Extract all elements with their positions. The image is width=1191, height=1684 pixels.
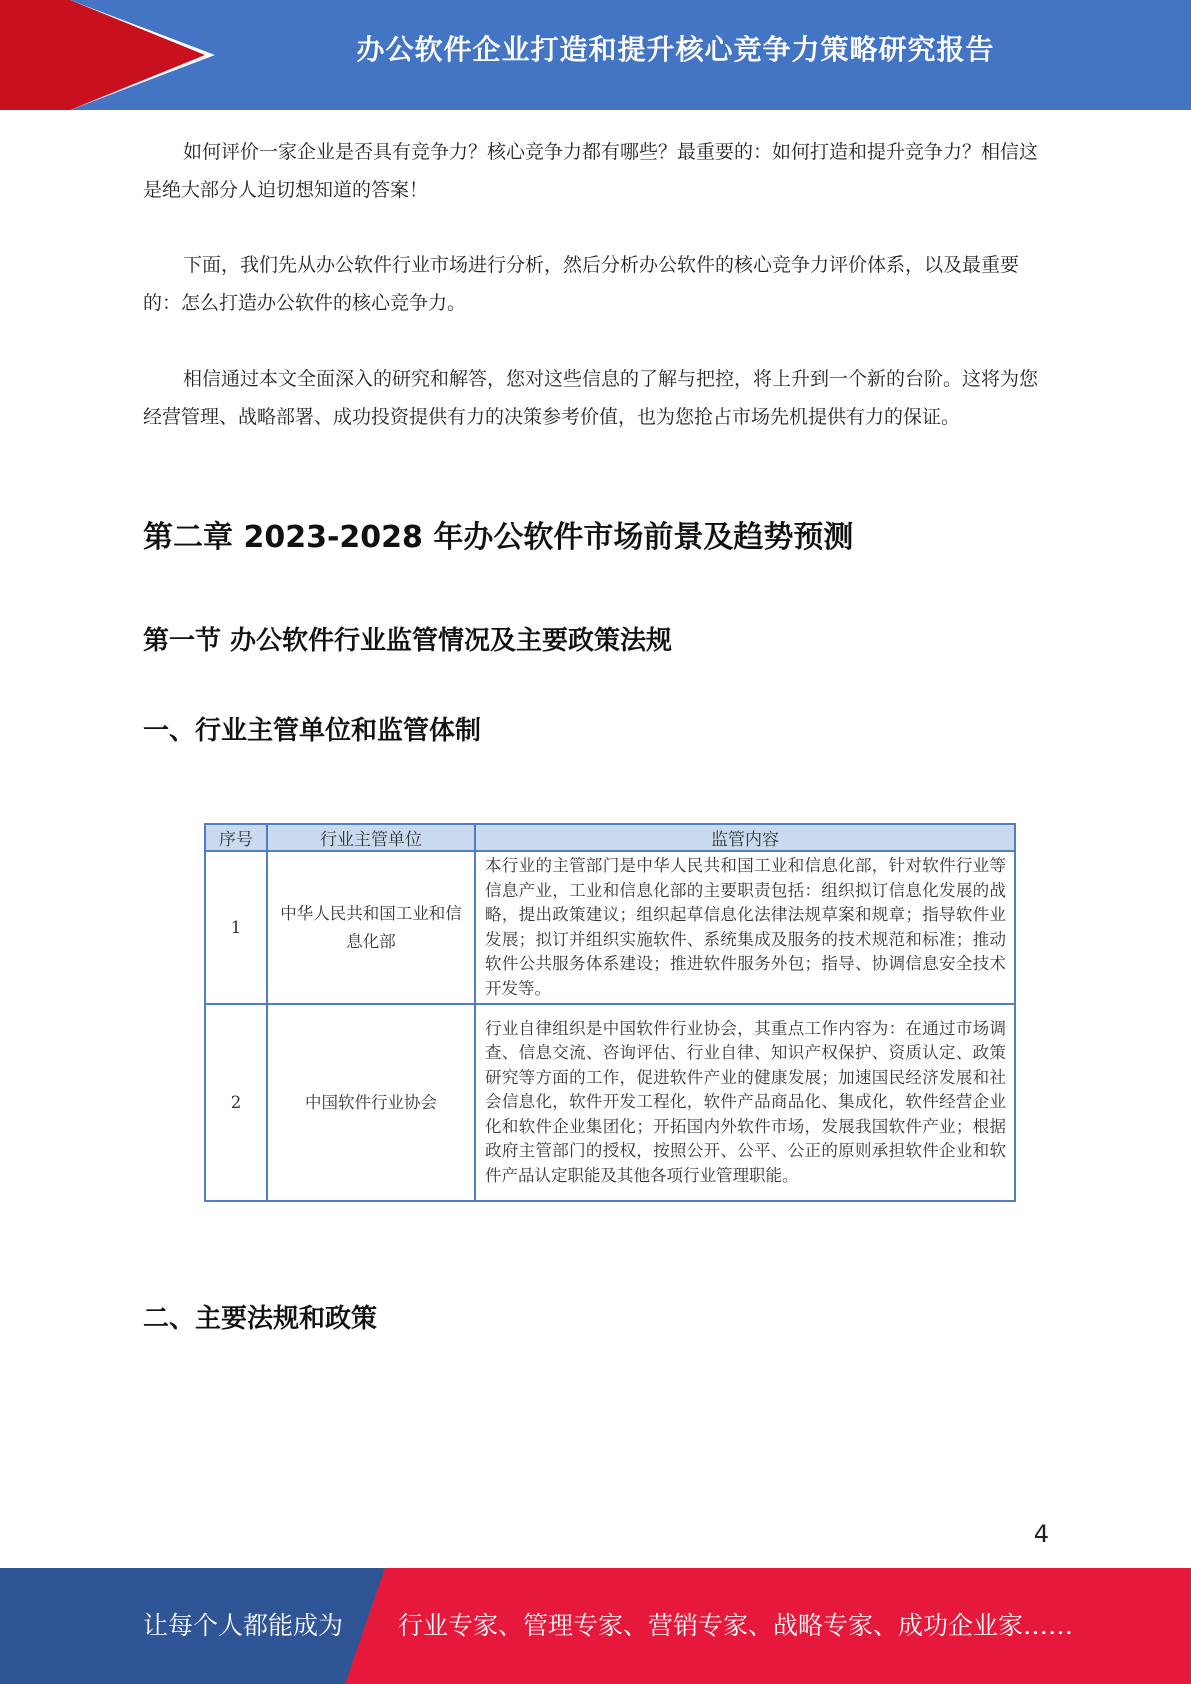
- row-unit: 中国软件行业协会: [267, 1004, 475, 1201]
- header-title: 办公软件企业打造和提升核心竞争力策略研究报告: [356, 33, 995, 66]
- header-banner: [0, 0, 1191, 110]
- chapter-title: 第二章 2023-2028 年办公软件市场前景及趋势预测: [143, 520, 854, 555]
- intro-paragraph-3: [143, 360, 1048, 436]
- table-row: [205, 1004, 1015, 1201]
- table-header-row: [205, 824, 1015, 851]
- header-content: 监管内容: [475, 824, 1015, 851]
- subsection-title-2: 二、主要法规和政策: [143, 1304, 378, 1334]
- header-red-block: [0, 0, 70, 110]
- subsection-title-1: 一、行业主管单位和监管体制: [143, 716, 482, 746]
- regulator-table: [204, 823, 1016, 1202]
- footer-slogan-left: 让每个人都能成为: [143, 1611, 344, 1640]
- intro-paragraph-2: [143, 246, 1048, 322]
- footer-banner: [0, 1568, 1191, 1684]
- intro-text-2: 下面，我们先从办公软件行业市场进行分析，然后分析办公软件的核心竞争力评价体系，以及最重要的：怎么打造办公软件的核心竞争力。: [143, 254, 1020, 314]
- row-content: 行业自律组织是中国软件行业协会，其重点工作内容为：在通过市场调查、信息交流、咨询评估、行业自律、知识产权保护、资质认定、政策研究等方面的工作，促进软件产业的健康发展；加速国民经济发展和社会信息化，软件开发工程化，软件产品商品化、集成化，软件经营企业化和软件企业集团化；开拓国内外软件市场，发展我国软件产业；根据政府主管部门的授权，按照公开、公平、公正的原则承担软件企业和软件产品认定职能及其他各项行业管理职能。: [475, 1004, 1015, 1201]
- header-red-chevron: [70, 0, 205, 110]
- row-num: 2: [205, 1004, 267, 1201]
- intro-text-3: 相信通过本文全面深入的研究和解答，您对这些信息的了解与把控，将上升到一个新的台阶。这将为您经营管理、战略部署、成功投资提供有力的决策参考价值，也为您抢占市场先机提供有力的保证。: [143, 368, 1039, 428]
- row-num: 1: [205, 851, 267, 1004]
- footer-blue-slant: [345, 1568, 385, 1684]
- header-unit: 行业主管单位: [267, 824, 475, 851]
- table-row: [205, 851, 1015, 1004]
- footer-slogan-right: 行业专家、管理专家、营销专家、战略专家、成功企业家……: [398, 1611, 1074, 1640]
- intro-text-1: 如何评价一家企业是否具有竞争力？核心竞争力都有哪些？最重要的：如何打造和提升竞争力？相信这是绝大部分人迫切想知道的答案！: [143, 141, 1039, 201]
- row-content: 本行业的主管部门是中华人民共和国工业和信息化部，针对软件行业等信息产业，工业和信息化部的主要职责包括：组织拟订信息化发展的战略，提出政策建议；组织起草信息化法律法规草案和规章；指导软件业发展；拟订并组织实施软件、系统集成及服务的技术规范和标准；推动软件公共服务体系建设；推进软件服务外包；指导、协调信息安全技术开发等。: [475, 851, 1015, 1004]
- header-num: 序号: [205, 824, 267, 851]
- section-title: 第一节 办公软件行业监管情况及主要政策法规: [143, 626, 673, 656]
- intro-paragraph-1: [143, 133, 1048, 209]
- page-number: 4: [1033, 1520, 1049, 1548]
- row-unit: 中华人民共和国工业和信息化部: [267, 851, 475, 1004]
